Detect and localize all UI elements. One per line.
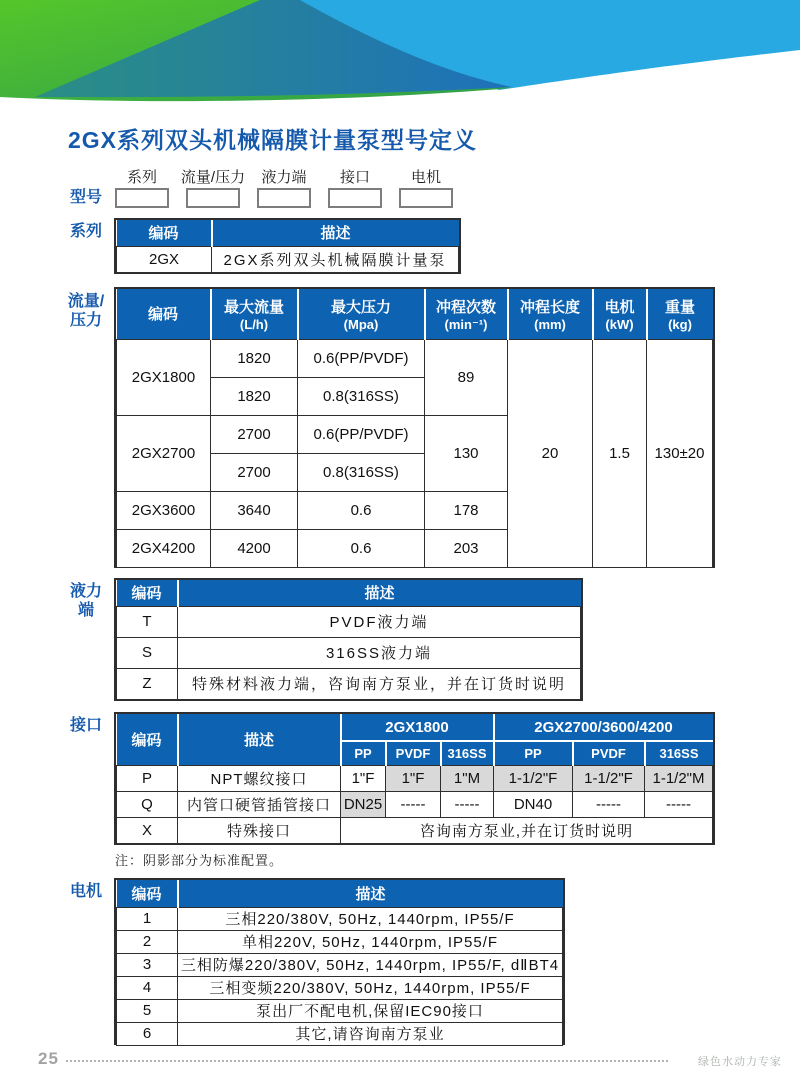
weight-kg: 130±20 <box>647 339 713 567</box>
motor-table <box>114 878 565 1045</box>
footer-slogan: 绿色水动力专家 <box>698 1056 782 1068</box>
hydraulic-desc: 特殊材料液力端，咨询南方泵业，并在订货时说明 <box>178 668 581 699</box>
series-desc: 2GX系列双头机械隔膜计量泵 <box>212 246 459 272</box>
footer-dotted-divider <box>66 1045 668 1062</box>
motor-code: 1 <box>117 907 178 930</box>
table-row <box>117 246 459 272</box>
subheader-pvdf: PVDF <box>386 741 441 765</box>
table-row <box>117 976 563 999</box>
table-row <box>117 339 713 377</box>
model-segment-hydraulic <box>257 169 311 208</box>
flow-col-strokes: 冲程次数 (min⁻¹) <box>425 289 508 339</box>
table-header-row <box>117 580 581 606</box>
segment-label-motor: 电机 <box>410 169 442 186</box>
motor-desc: 其它,请咨询南方泵业 <box>178 1022 563 1045</box>
motor-code: 2 <box>117 930 178 953</box>
flow-col-maxpress: 最大压力 (Mpa) <box>298 289 425 339</box>
table-header-row <box>117 880 563 907</box>
table-row <box>117 930 563 953</box>
max-flow: 2700 <box>211 453 298 491</box>
interface-value: 1"F <box>386 765 441 791</box>
shading-note: 注：阴影部分为标准配置。 <box>115 853 284 868</box>
model-code: 2GX2700 <box>117 415 211 491</box>
table-row <box>117 791 713 817</box>
flow-col-motor: 电机 (kW) <box>593 289 647 339</box>
interface-code: X <box>117 817 178 843</box>
max-pressure: 0.8(316SS) <box>298 453 425 491</box>
model-segment-interface <box>328 169 382 208</box>
model-label: 型号 <box>69 189 102 206</box>
series-label: 系列 <box>69 223 102 240</box>
model-box-motor <box>399 188 453 208</box>
model-box-series <box>115 188 169 208</box>
series-code: 2GX <box>117 246 212 272</box>
strokes: 130 <box>425 415 508 491</box>
motor-code: 4 <box>117 976 178 999</box>
motor-col-code: 编码 <box>117 880 178 907</box>
model-code: 2GX1800 <box>117 339 211 415</box>
model-segment-motor <box>399 169 453 208</box>
interface-span-text: 咨询南方泵业,并在订货时说明 <box>341 817 713 843</box>
max-pressure: 0.6 <box>298 529 425 567</box>
flow-label: 流量/ 压力 <box>67 293 105 330</box>
flow-col-maxflow: 最大流量 (L/h) <box>211 289 298 339</box>
interface-value: DN40 <box>494 791 573 817</box>
hydraulic-code: T <box>117 606 178 637</box>
interface-value: 1"M <box>441 765 494 791</box>
hydraulic-code: S <box>117 637 178 668</box>
max-pressure: 0.6 <box>298 491 425 529</box>
stroke-length: 20 <box>508 339 593 567</box>
page-title: 2GX系列双头机械隔膜计量泵型号定义 <box>68 127 478 153</box>
table-row <box>117 637 581 668</box>
interface-table <box>114 712 715 845</box>
motor-desc: 三相220/380V, 50Hz, 1440rpm, IP55/F <box>178 907 563 930</box>
subheader-316ss: 316SS <box>645 741 713 765</box>
hydraulic-end-table <box>114 578 583 701</box>
max-pressure: 0.6(PP/PVDF) <box>298 415 425 453</box>
interface-desc: NPT螺纹接口 <box>178 765 341 791</box>
interface-col-desc: 描述 <box>178 714 341 765</box>
series-col-desc: 描述 <box>212 220 459 246</box>
interface-value: ----- <box>386 791 441 817</box>
motor-col-desc: 描述 <box>178 880 563 907</box>
interface-value: ----- <box>645 791 713 817</box>
model-code: 2GX3600 <box>117 491 211 529</box>
motor-code: 3 <box>117 953 178 976</box>
segment-label-hydraulic: 液力端 <box>261 169 307 186</box>
interface-value: 1-1/2"F <box>573 765 645 791</box>
segment-label-flow: 流量/压力 <box>180 169 246 186</box>
interface-value: ----- <box>573 791 645 817</box>
strokes: 178 <box>425 491 508 529</box>
table-row <box>117 817 713 843</box>
model-segment-series <box>115 169 169 208</box>
flow-col-strokelen: 冲程长度 (mm) <box>508 289 593 339</box>
motor-desc: 三相变频220/380V, 50Hz, 1440rpm, IP55/F <box>178 976 563 999</box>
table-header-row <box>117 289 713 339</box>
motor-code: 6 <box>117 1022 178 1045</box>
interface-value: DN25 <box>341 791 386 817</box>
interface-desc: 特殊接口 <box>178 817 341 843</box>
hydraulic-col-code: 编码 <box>117 580 178 606</box>
flow-col-weight: 重量 (kg) <box>647 289 713 339</box>
hydraulic-col-desc: 描述 <box>178 580 581 606</box>
interface-group-2gx2700: 2GX2700/3600/4200 <box>494 714 713 741</box>
subheader-pvdf: PVDF <box>573 741 645 765</box>
series-table <box>114 218 461 274</box>
model-segment-flow <box>180 169 246 208</box>
hydraulic-desc: 316SS液力端 <box>178 637 581 668</box>
motor-desc: 三相防爆220/380V, 50Hz, 1440rpm, IP55/F, dⅡBT4 <box>178 953 563 976</box>
max-pressure: 0.6(PP/PVDF) <box>298 339 425 377</box>
strokes: 89 <box>425 339 508 415</box>
model-code: 2GX4200 <box>117 529 211 567</box>
max-pressure: 0.8(316SS) <box>298 377 425 415</box>
max-flow: 1820 <box>211 377 298 415</box>
table-row <box>117 999 563 1022</box>
interface-value: ----- <box>441 791 494 817</box>
subheader-pp: PP <box>494 741 573 765</box>
hydraulic-code: Z <box>117 668 178 699</box>
motor-code: 5 <box>117 999 178 1022</box>
strokes: 203 <box>425 529 508 567</box>
model-box-hydraulic <box>257 188 311 208</box>
max-flow: 2700 <box>211 415 298 453</box>
interface-desc: 内管口硬管插管接口 <box>178 791 341 817</box>
interface-group-2gx1800: 2GX1800 <box>341 714 494 741</box>
segment-label-series: 系列 <box>126 169 158 186</box>
motor-kw: 1.5 <box>593 339 647 567</box>
subheader-pp: PP <box>341 741 386 765</box>
segment-label-interface: 接口 <box>339 169 371 186</box>
interface-value: 1-1/2"F <box>494 765 573 791</box>
table-row <box>117 953 563 976</box>
motor-label: 电机 <box>69 883 102 900</box>
page-number: 25 <box>38 1049 59 1068</box>
flow-pressure-table <box>114 287 715 568</box>
interface-value: 1-1/2"M <box>645 765 713 791</box>
flow-col-code: 编码 <box>117 289 211 339</box>
interface-code: Q <box>117 791 178 817</box>
motor-desc: 泵出厂不配电机,保留IEC90接口 <box>178 999 563 1022</box>
table-header-row <box>117 714 713 741</box>
series-col-code: 编码 <box>117 220 212 246</box>
table-row <box>117 765 713 791</box>
table-row <box>117 1022 563 1045</box>
model-box-flow <box>186 188 240 208</box>
max-flow: 3640 <box>211 491 298 529</box>
table-row <box>117 668 581 699</box>
max-flow: 4200 <box>211 529 298 567</box>
interface-col-code: 编码 <box>117 714 178 765</box>
table-row <box>117 606 581 637</box>
interface-value: 1"F <box>341 765 386 791</box>
table-header-row <box>117 220 459 246</box>
interface-label: 接口 <box>69 717 102 734</box>
header-banner-graphic <box>0 0 800 112</box>
subheader-316ss: 316SS <box>441 741 494 765</box>
max-flow: 1820 <box>211 339 298 377</box>
table-row <box>117 907 563 930</box>
model-box-interface <box>328 188 382 208</box>
motor-desc: 单相220V, 50Hz, 1440rpm, IP55/F <box>178 930 563 953</box>
interface-code: P <box>117 765 178 791</box>
hydraulic-label: 液力 端 <box>69 583 102 620</box>
hydraulic-desc: PVDF液力端 <box>178 606 581 637</box>
